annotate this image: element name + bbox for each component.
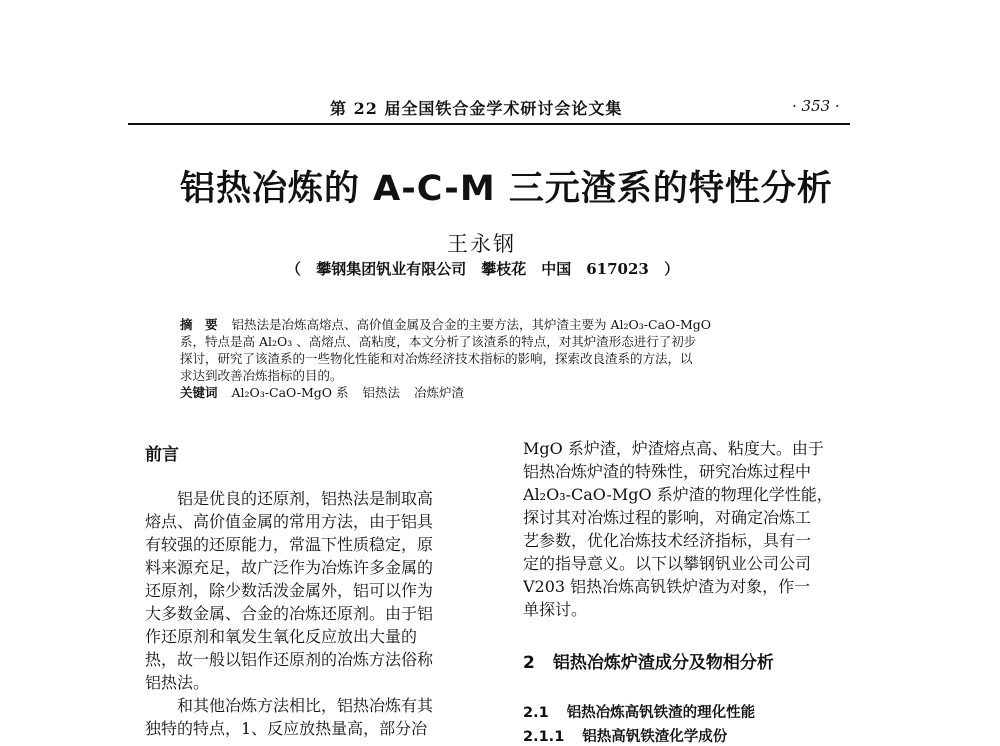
- keywords-label: 关键词: [180, 385, 218, 400]
- subsection-heading-2-1-1: 2.1.1 铝热高钒铁渣化学成份: [523, 729, 728, 745]
- text-line: 艺参数，优化冶炼技术经济指标，具有一: [523, 531, 812, 550]
- section-heading-intro: 前言: [145, 445, 179, 465]
- text-line: 热，故一般以铝作还原剂的冶炼方法俗称: [145, 650, 434, 669]
- abstract-line: 求达到改善冶炼指标的目的。: [180, 368, 343, 383]
- keywords-line: [180, 384, 840, 401]
- text-line: Al₂O₃-CaO-MgO 系炉渣的物理化学性能，: [523, 485, 833, 504]
- subsection-heading-2-1: 2.1 铝热冶炼高钒铁渣的理化性能: [523, 705, 756, 721]
- affiliation: （ 攀钢集团钒业有限公司 攀枝花 中国 617023 ）: [286, 260, 680, 278]
- text-line: 还原剂，除少数活泼金属外，铝可以作为: [145, 581, 434, 600]
- left-column: [145, 487, 480, 740]
- page-number: · 353 ·: [792, 97, 840, 115]
- text-line: 大多数金属、合金的冶炼还原剂。由于铝: [145, 604, 434, 623]
- keyword: 铝热法: [362, 385, 401, 400]
- header-rule: [128, 123, 850, 125]
- text-line: 定的指导意义。以下以攀钢钒业公司公司: [523, 554, 812, 573]
- author-name: 王永钢: [447, 232, 516, 256]
- text-line: 熔点、高价值金属的常用方法，由于铝具: [145, 512, 434, 531]
- text-line: 单探讨。: [523, 600, 588, 619]
- text-line: V203 铝热冶炼高钒铁炉渣为对象，作一: [523, 577, 811, 596]
- text-line: 作还原剂和氧发生氧化反应放出大量的: [145, 627, 418, 646]
- right-column: [523, 437, 848, 621]
- abstract-line: 探讨，研究了该渣系的一些物化性能和对冶炼经济技术指标的影响，探索改良渣系的方法，以: [180, 351, 693, 366]
- text-line: MgO 系炉渣，炉渣熔点高、粘度大。由于: [523, 439, 824, 458]
- text-line: 和其他冶炼方法相比，铝热冶炼有其: [145, 696, 434, 715]
- text-line: 铝是优良的还原剂，铝热法是制取高: [145, 489, 434, 508]
- text-line: 有较强的还原能力，常温下性质稳定，原: [145, 535, 434, 554]
- text-line: 铝热冶炼炉渣的特殊性，研究冶炼过程中: [523, 462, 812, 481]
- keyword: 冶炼炉渣: [414, 385, 465, 400]
- text-line: 料来源充足，故广泛作为冶炼许多金属的: [145, 558, 434, 577]
- section-heading-2: 2 铝热冶炼炉渣成分及物相分析: [523, 653, 774, 673]
- running-header: 第 22 届全国铁合金学术研讨会论文集: [330, 99, 623, 118]
- text-line: 独特的特点，1、反应放热量高，部分冶: [145, 719, 428, 738]
- abstract-block: [180, 316, 840, 401]
- keyword: Al₂O₃-CaO-MgO 系: [231, 385, 349, 400]
- abstract-line: 摘 要 铝热法是冶炼高熔点、高价值金属及合金的主要方法，其炉渣主要为 Al₂O₃-CaO-MgO: [180, 317, 712, 332]
- text-line: 铝热法。: [145, 673, 210, 692]
- abstract-label: 摘 要: [180, 317, 218, 332]
- paper-title: 铝热冶炼的 A-C-M 三元渣系的特性分析: [180, 169, 833, 209]
- abstract-line: 系，特点是高 Al₂O₃ 、高熔点、高粘度，本文分析了该渣系的特点，对其炉渣形态进行了初步: [180, 334, 697, 349]
- text-line: 探讨其对冶炼过程的影响，对确定冶炼工: [523, 508, 812, 527]
